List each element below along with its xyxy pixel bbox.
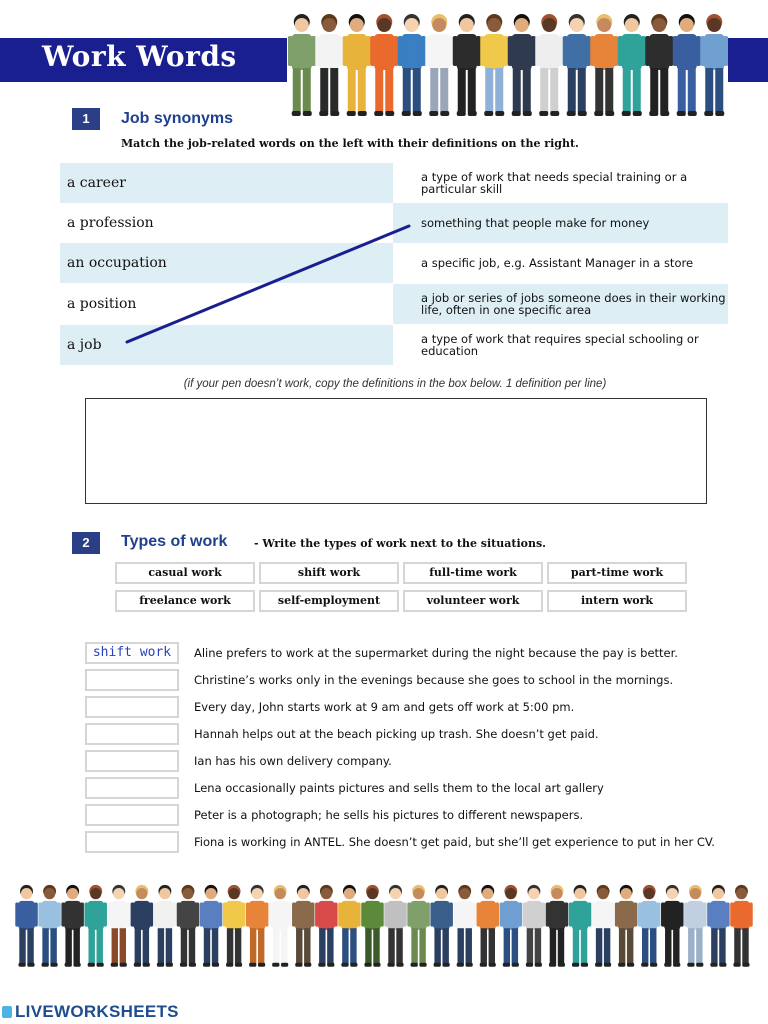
word-career[interactable]: a career	[60, 163, 393, 203]
worker-figure	[177, 885, 200, 967]
liveworksheets-logo: LIVEWORKSHEETS	[2, 1002, 179, 1022]
section-2-number: 2	[72, 532, 100, 554]
situation-8: Fiona is working in ANTEL. She doesn’t get paid, but she’ll get experience to put in her CV.	[194, 835, 715, 849]
situation-6: Lena occasionally paints pictures and sells them to the local art gallery	[194, 781, 604, 795]
logo-icon	[2, 1006, 12, 1018]
worker-figure	[730, 885, 753, 967]
option-part-time-work[interactable]: part-time work	[547, 562, 687, 584]
worker-figure	[154, 885, 177, 967]
answer-field-1[interactable]: shift work	[85, 642, 179, 664]
section-1-instruction: Match the job-related words on the left with their definitions on the right.	[121, 137, 579, 150]
worker-figure	[407, 885, 430, 967]
worker-figure	[384, 885, 407, 967]
definition-5[interactable]: a type of work that requires special schooling or education	[421, 332, 699, 358]
worker-figure	[315, 885, 338, 967]
worker-figure	[615, 885, 638, 967]
worker-figure	[246, 885, 269, 967]
definition-3[interactable]: a specific job, e.g. Assistant Manager in a store	[421, 256, 694, 270]
worker-figure	[338, 885, 361, 967]
situation-1: Aline prefers to work at the supermarket during the night because the pay is better.	[194, 646, 678, 660]
worker-figure	[684, 885, 707, 967]
word-job[interactable]: a job	[60, 325, 393, 365]
answer-field-3[interactable]	[85, 696, 179, 718]
worker-figure	[292, 885, 315, 967]
definition-2[interactable]: something that people make for money	[393, 203, 728, 243]
definition-1[interactable]: a type of work that needs special training or a particular skill	[421, 170, 688, 196]
situation-2: Christine’s works only in the evenings because she goes to school in the mornings.	[194, 673, 674, 687]
worker-figure	[523, 885, 546, 967]
copy-note: (if your pen doesn’t work, copy the definitions in the box below. 1 definition per line)	[183, 378, 607, 390]
workers-illustration-bottom	[15, 880, 753, 970]
worker-figure	[500, 885, 523, 967]
worker-figure	[361, 885, 384, 967]
worker-figure	[569, 885, 592, 967]
section-2-instruction: - Write the types of work next to the situations.	[254, 537, 546, 550]
section-2-title: Types of work	[121, 533, 228, 550]
situation-4: Hannah helps out at the beach picking up trash. She doesn’t get paid.	[194, 727, 599, 741]
match-line	[0, 0, 768, 400]
word-position[interactable]: a position	[67, 296, 137, 312]
worker-figure	[592, 885, 615, 967]
option-full-time-work[interactable]: full-time work	[403, 562, 543, 584]
page-title: Work Words	[42, 40, 237, 73]
worker-figure	[84, 885, 107, 967]
section-1-number: 1	[72, 108, 100, 130]
definition-4[interactable]: a job or series of jobs someone does in their working life, often in one specific area	[393, 284, 728, 324]
option-casual-work[interactable]: casual work	[115, 562, 255, 584]
word-occupation[interactable]: an occupation	[60, 243, 393, 283]
option-intern-work[interactable]: intern work	[547, 590, 687, 612]
answer-field-6[interactable]	[85, 777, 179, 799]
situation-5: Ian has his own delivery company.	[194, 754, 392, 768]
worker-figure	[61, 885, 84, 967]
worker-figure	[661, 885, 684, 967]
worker-figure	[200, 885, 223, 967]
worker-figure	[15, 885, 38, 967]
worker-figure	[38, 885, 61, 967]
worker-figure	[477, 885, 500, 967]
situation-3: Every day, John starts work at 9 am and gets off work at 5:00 pm.	[194, 700, 575, 714]
worker-figure	[453, 885, 476, 967]
worker-figure	[707, 885, 730, 967]
worker-figure	[131, 885, 154, 967]
option-self-employment[interactable]: self-employment	[259, 590, 399, 612]
answer-field-7[interactable]	[85, 804, 179, 826]
section-1-title: Job synonyms	[121, 110, 234, 127]
worker-figure	[546, 885, 569, 967]
option-volunteer-work[interactable]: volunteer work	[403, 590, 543, 612]
worker-figure	[430, 885, 453, 967]
definitions-copy-box[interactable]	[85, 398, 707, 504]
answer-field-5[interactable]	[85, 750, 179, 772]
worker-figure	[269, 885, 292, 967]
answer-field-8[interactable]	[85, 831, 179, 853]
option-freelance-work[interactable]: freelance work	[115, 590, 255, 612]
answer-field-2[interactable]	[85, 669, 179, 691]
answer-field-4[interactable]	[85, 723, 179, 745]
situation-7: Peter is a photograph; he sells his pictures to different newspapers.	[194, 808, 584, 822]
worker-figure	[108, 885, 131, 967]
worker-figure	[223, 885, 246, 967]
worker-figure	[638, 885, 661, 967]
option-shift-work[interactable]: shift work	[259, 562, 399, 584]
word-profession[interactable]: a profession	[67, 215, 154, 231]
